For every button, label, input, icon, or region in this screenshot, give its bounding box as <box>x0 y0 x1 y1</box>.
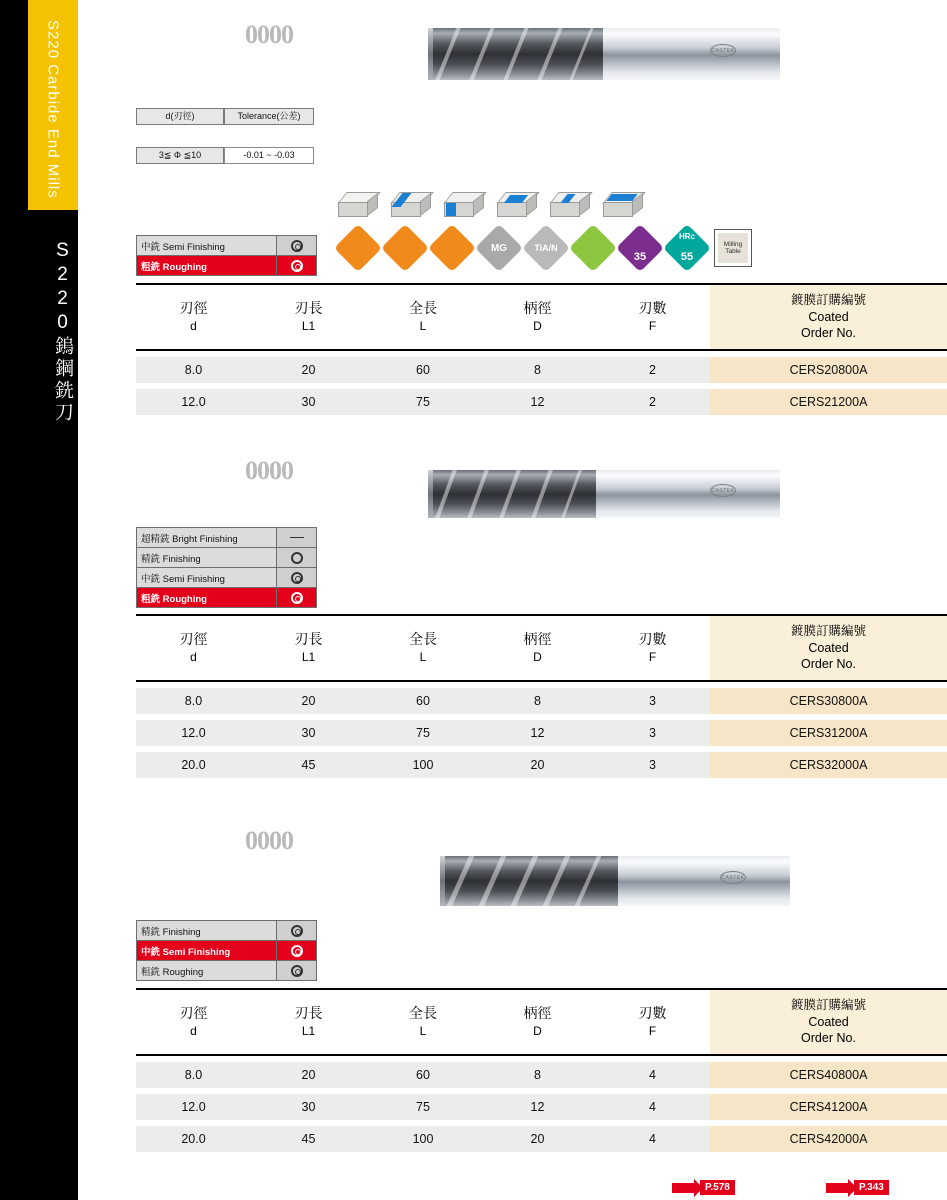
cell-order-no[interactable]: CERS21200A <box>710 389 947 415</box>
cell-flutes: 4 <box>649 1100 656 1114</box>
cell-order-no[interactable]: CERS30800A <box>710 688 947 714</box>
cell-shank-d: 20 <box>530 1132 545 1146</box>
spec-header-row <box>136 614 947 682</box>
cell-l1: 30 <box>301 1100 316 1114</box>
legend-label: 粗銑 Roughing <box>137 256 277 276</box>
cell-flutes: 2 <box>649 395 656 409</box>
cell-shank-d: 8 <box>534 1068 541 1082</box>
cell-shank-d: 8 <box>534 363 541 377</box>
legend-row <box>137 548 317 568</box>
badge-material-3-icon <box>432 228 472 268</box>
legend-symbol <box>277 236 317 256</box>
cell-l: 75 <box>416 1100 430 1114</box>
spec-header-order-no: 鍍膜訂購編號 Coated Order No. <box>710 990 947 1054</box>
cell-order-no[interactable]: CERS31200A <box>710 720 947 746</box>
tolerance-header-tol: Tolerance(公差) <box>224 108 314 125</box>
pocketing-icon <box>497 190 541 220</box>
side-tab-label-cn: S220鎢鋼銑刀 <box>52 240 73 424</box>
cell-d: 12.0 <box>181 395 206 409</box>
cell-d: 8.0 <box>184 363 203 377</box>
table-row <box>136 1094 947 1120</box>
end-mill-photo-4-flute <box>440 856 790 906</box>
legend-label: 精銑 Finishing <box>137 548 277 568</box>
flute-mark-3: 0000 <box>245 826 293 855</box>
spec-header-row <box>136 988 947 1056</box>
cell-shank-d: 20 <box>530 758 545 772</box>
legend-row <box>137 961 317 981</box>
spec-header-l1: 刃長 L1 <box>294 1005 323 1039</box>
cell-l1: 20 <box>301 694 316 708</box>
cell-order-no[interactable]: CERS32000A <box>710 752 947 778</box>
side-milling-icon <box>550 190 594 220</box>
page-ref-1[interactable] <box>672 1180 735 1195</box>
spec-header-row <box>136 283 947 351</box>
spec-table-2 <box>136 614 947 778</box>
spec-table-1 <box>136 283 947 415</box>
end-mill-photo-3-flute <box>428 470 780 518</box>
legend-symbol <box>277 921 317 941</box>
spec-header-l: 全長 L <box>409 300 437 334</box>
legend-label: 中銑 Semi Finishing <box>137 236 277 256</box>
badge-hrc55-icon: HRc 55 <box>667 228 707 268</box>
finishing-legend-3 <box>136 920 317 981</box>
legend-symbol <box>277 961 317 981</box>
side-tab-label-en: S220 Carbide End Mills <box>44 20 62 199</box>
badge-hrc35-icon: 35 <box>620 228 660 268</box>
spec-header-d: 刃徑 d <box>179 631 208 665</box>
cell-order-no[interactable]: CERS20800A <box>710 357 947 383</box>
cell-l1: 20 <box>301 1068 316 1082</box>
cell-order-no[interactable]: CERS41200A <box>710 1094 947 1120</box>
spec-header-l: 全長 L <box>409 1005 437 1039</box>
legend-symbol <box>277 568 317 588</box>
flute-mark-2: 0000 <box>245 456 293 485</box>
legend-row-roughing <box>137 256 317 276</box>
cell-l: 100 <box>412 1132 434 1146</box>
table-row <box>136 357 947 383</box>
tolerance-header-d: d(刃徑) <box>136 108 224 125</box>
table-row <box>136 1126 947 1152</box>
legend-label: 中銑 Semi Finishing <box>137 941 277 961</box>
cell-d: 8.0 <box>184 694 203 708</box>
spec-header-order-no: 鍍膜訂購編號 Coated Order No. <box>710 616 947 680</box>
legend-label: 精銑 Finishing <box>137 921 277 941</box>
cell-l1: 30 <box>301 395 316 409</box>
spec-header-flutes: 刃數 F <box>638 631 667 665</box>
cell-shank-d: 12 <box>530 1100 545 1114</box>
legend-row <box>137 921 317 941</box>
page-ref-label[interactable]: P.578 <box>700 1180 735 1195</box>
badge-material-1-icon <box>338 228 378 268</box>
cell-flutes: 4 <box>649 1068 656 1082</box>
legend-symbol <box>277 256 317 276</box>
legend-row <box>137 528 317 548</box>
cell-l: 60 <box>416 694 430 708</box>
material-badge-strip <box>338 228 752 268</box>
arrow-right-icon <box>826 1183 848 1193</box>
legend-label: 超精銑 Bright Finishing <box>137 528 277 548</box>
table-row <box>136 389 947 415</box>
cell-shank-d: 8 <box>534 694 541 708</box>
badge-mg-icon: MG <box>479 228 519 268</box>
cell-d: 20.0 <box>181 1132 206 1146</box>
face-milling-icon <box>603 190 647 220</box>
cell-flutes: 3 <box>649 694 656 708</box>
spec-header-shank-d: 柄徑 D <box>523 1005 552 1039</box>
cell-flutes: 4 <box>649 1132 656 1146</box>
brand-stamp-icon: CASTEK <box>712 869 754 893</box>
cell-d: 12.0 <box>181 1100 206 1114</box>
table-row <box>136 1062 947 1088</box>
spec-header-flutes: 刃數 F <box>638 1005 667 1039</box>
ramping-icon <box>391 190 435 220</box>
cell-l: 60 <box>416 363 430 377</box>
side-tab <box>0 0 78 1200</box>
legend-symbol <box>277 588 317 608</box>
cell-d: 8.0 <box>184 1068 203 1082</box>
table-row <box>136 720 947 746</box>
operation-icon-strip <box>338 190 647 220</box>
tolerance-value: -0.01 ~ -0.03 <box>224 147 314 164</box>
badge-tialn-icon: TiA/N <box>526 228 566 268</box>
cell-l1: 30 <box>301 726 316 740</box>
end-mill-photo-2-flute <box>428 28 780 80</box>
cell-order-no[interactable]: CERS40800A <box>710 1062 947 1088</box>
cell-d: 20.0 <box>181 758 206 772</box>
tolerance-table-1 <box>136 108 314 128</box>
shoulder-milling-icon <box>444 190 488 220</box>
cell-shank-d: 12 <box>530 726 545 740</box>
tolerance-values-1 <box>136 147 314 167</box>
spec-header-shank-d: 柄徑 D <box>523 300 552 334</box>
cell-flutes: 3 <box>649 758 656 772</box>
page-ref-label[interactable]: P.343 <box>854 1180 889 1195</box>
tolerance-range: 3≦ Φ ≦10 <box>136 147 224 164</box>
spec-header-shank-d: 柄徑 D <box>523 631 552 665</box>
cell-l1: 45 <box>301 1132 316 1146</box>
cell-l1: 20 <box>301 363 316 377</box>
spec-table-3 <box>136 988 947 1152</box>
cell-flutes: 3 <box>649 726 656 740</box>
cell-l: 100 <box>412 758 434 772</box>
milling-table-icon[interactable]: Milling Table <box>714 229 752 267</box>
legend-symbol <box>277 528 317 548</box>
arrow-right-icon <box>672 1183 694 1193</box>
legend-row-roughing <box>137 588 317 608</box>
legend-symbol <box>277 548 317 568</box>
badge-material-2-icon <box>385 228 425 268</box>
cell-flutes: 2 <box>649 363 656 377</box>
cell-l1: 45 <box>301 758 316 772</box>
spec-header-l1: 刃長 L1 <box>294 300 323 334</box>
badge-green-icon <box>573 228 613 268</box>
spec-header-d: 刃徑 d <box>179 1005 208 1039</box>
cell-l: 75 <box>416 395 430 409</box>
legend-label: 粗銑 Roughing <box>137 588 277 608</box>
legend-row <box>137 568 317 588</box>
spec-header-flutes: 刃數 F <box>638 300 667 334</box>
cell-l: 60 <box>416 1068 430 1082</box>
legend-row-roughing <box>137 941 317 961</box>
finishing-legend-1 <box>136 235 317 276</box>
legend-label: 中銑 Semi Finishing <box>137 568 277 588</box>
cell-l: 75 <box>416 726 430 740</box>
cell-order-no[interactable]: CERS42000A <box>710 1126 947 1152</box>
page-ref-2[interactable] <box>826 1180 889 1195</box>
flute-mark-1: 0000 <box>245 20 293 49</box>
cell-shank-d: 12 <box>530 395 545 409</box>
spec-header-order-no: 鍍膜訂購編號 Coated Order No. <box>710 285 947 349</box>
table-row <box>136 688 947 714</box>
legend-label: 粗銑 Roughing <box>137 961 277 981</box>
table-row <box>136 752 947 778</box>
slotting-icon <box>338 190 382 220</box>
spec-header-d: 刃徑 d <box>179 300 208 334</box>
spec-header-l: 全長 L <box>409 631 437 665</box>
finishing-legend-2 <box>136 527 317 608</box>
legend-symbol <box>277 941 317 961</box>
brand-stamp-icon: CASTEK <box>702 42 744 66</box>
brand-stamp-icon: CASTEK <box>702 482 744 506</box>
spec-header-l1: 刃長 L1 <box>294 631 323 665</box>
cell-d: 12.0 <box>181 726 206 740</box>
legend-row <box>137 236 317 256</box>
